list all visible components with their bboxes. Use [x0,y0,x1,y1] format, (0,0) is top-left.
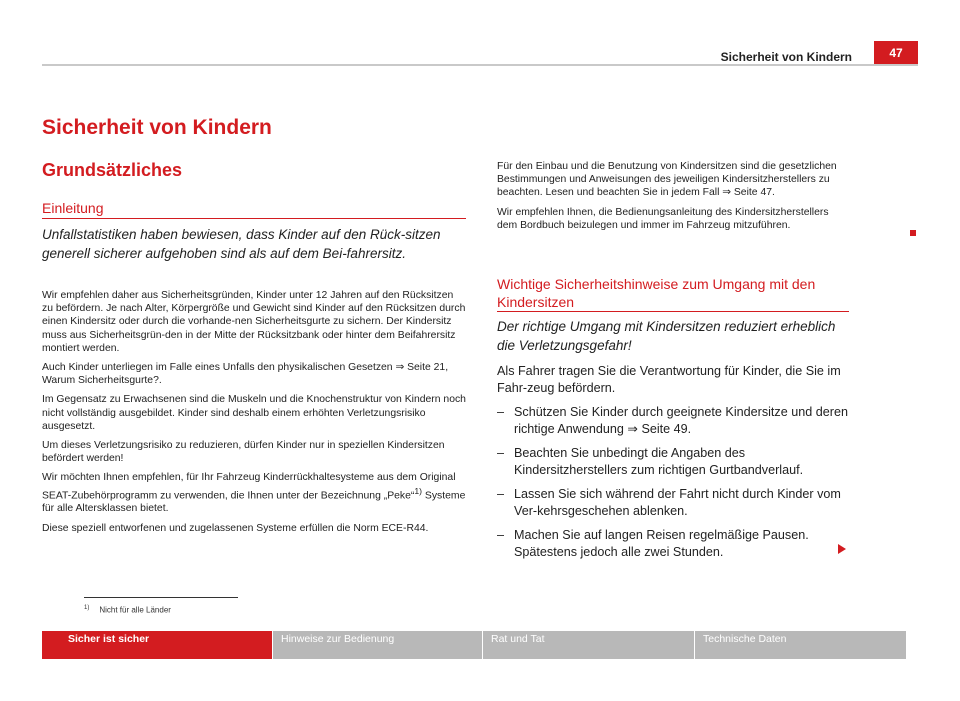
bullet-dash: – [497,405,505,419]
list-item-text: Machen Sie auf langen Reisen regelmäßige Pausen. Spätestens jedoch alle zwei Stunden. [514,528,809,559]
chapter-nav [42,631,918,659]
paragraph: Wir empfehlen Ihnen, die Bedienungsanleitung des Kindersitzherstellers dem Bordbuch beizulegen und immer im Fahrzeug mitzuführen. [497,206,829,231]
section-heading: Grundsätzliches [42,160,183,180]
lead-paragraph-2: Der richtige Umgang mit Kindersitzen reduziert erheblich die Verletzungsgefahr! [497,319,836,353]
continue-arrow-icon [838,544,846,554]
nav-tab-rat-und-tat[interactable]: Rat und Tat [483,631,694,659]
footnote-ref[interactable]: 1) [414,485,423,496]
left-column-body [42,289,466,541]
right-column-top [497,160,847,238]
footnote-mark: 1) [84,605,90,611]
subsection-rule-2 [497,311,849,312]
list-item [497,486,849,520]
bullet-dash: – [497,487,505,501]
paragraph: Auch Kinder unterliegen im Falle eines Unfalls den physikalischen Gesetzen ⇒ Seite 21, Warum Sicherheitsgurte?. [42,362,449,387]
list-item [497,445,849,479]
nav-tab-technische-daten[interactable]: Technische Daten [695,631,906,659]
subsection-heading: Einleitung [42,200,104,216]
footnote-text: Nicht für alle Länder [99,605,171,615]
safety-instructions [497,363,849,568]
section-end-marker [910,230,916,236]
bullet-dash: – [497,528,505,542]
list-item-text: Schützen Sie Kinder durch geeignete Kindersitze und deren richtige Anwendung ⇒ Seite 49. [514,405,848,436]
nav-tab-sicher-ist-sicher[interactable]: Sicher ist sicher [42,631,272,659]
paragraph: Wir empfehlen daher aus Sicherheitsgründen, Kinder unter 12 Jahren auf den Rücksitzen zu befördern. Je nach Alter, Körpergröße und Gewicht sind Kinder auf den Rücksitzen durch einen Kindersitz oder durch die vorhande-nen Sicherheitsgurte zu sichern. Der Kindersitz muss aus Sicherheitsgrün-den in der Mitte der Rücksitzbank oder hinter dem Beifahrersitz montiert werden. [42,290,466,354]
paragraph: Für den Einbau und die Benutzung von Kindersitzen sind die gesetzlichen Bestimmungen und Anweisungen des jeweiligen Kindersitzherstellers zu beachten. Lesen und beachten Sie in jedem Fall ⇒ Seite 47. [497,161,837,199]
bullet-list [497,404,849,561]
bullet-dash: – [497,446,505,460]
paragraph: Im Gegensatz zu Erwachsenen sind die Muskeln und die Knochenstruktur von Kindern noch nicht vollständig ausgebildet. Kinder sind deshalb einem erhöhten Verletzungsrisiko ausgesetzt. [42,394,466,432]
intro-paragraph: Als Fahrer tragen Sie die Verantwortung für Kinder, die Sie im Fahr-zeug befördern. [497,364,841,395]
footnote [84,605,171,615]
footnote-rule [84,597,238,598]
peke-paragraph [42,471,466,515]
list-item-text: Beachten Sie unbedingt die Angaben des Kindersitzherstellers zum richtigen Gurtbandverlauf. [514,446,804,477]
peke-text-before: Wir möchten Ihnen empfehlen, für Ihr Fahrzeug Kinderrückhaltesysteme aus dem Original SEAT-Zubehörprogramm zu verwenden, die Ihnen unter der Bezeichnung „Peke“ [42,472,456,502]
running-title: Sicherheit von Kindern [720,50,852,64]
nav-tab-hinweise-zur-bedienung[interactable]: Hinweise zur Bedienung [273,631,482,659]
subsection-rule [42,218,466,219]
peke-text-after: Systeme für alle Altersklassen bietet. [42,490,466,515]
list-item-text: Lassen Sie sich während der Fahrt nicht durch Kinder vom Ver-kehrsgeschehen ablenken. [514,487,841,518]
list-item [497,404,849,438]
page-number: 47 [874,41,918,66]
header-rule [42,64,918,66]
paragraph: Um dieses Verletzungsrisiko zu reduzieren, dürfen Kinder nur in speziellen Kindersitzen befördert werden! [42,440,445,465]
lead-paragraph: Unfallstatistiken haben bewiesen, dass Kinder auf den Rück-sitzen generell sicherer aufgehoben sind als auf dem Bei-fahrersitz. [42,227,441,261]
page-title: Sicherheit von Kindern [42,116,272,139]
paragraph: Diese speziell entworfenen und zugelassenen Systeme erfüllen die Norm ECE-R44. [42,522,429,534]
subsection-heading-2: Wichtige Sicherheitshinweise zum Umgang mit den Kindersitzen [497,276,816,310]
list-item [497,527,849,561]
